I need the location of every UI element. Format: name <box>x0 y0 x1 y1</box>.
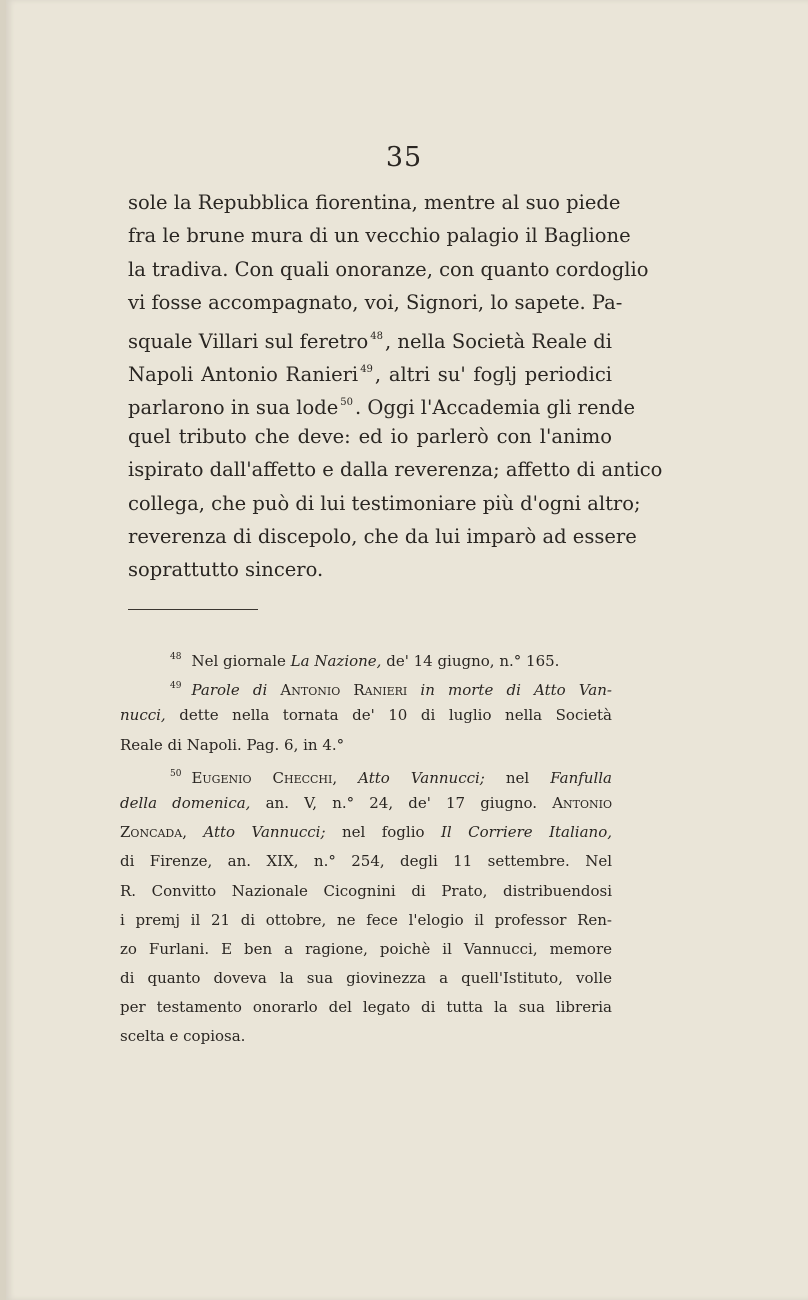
footnote-49: $^{49}$ Parole di Antonio Ranieri in morte di Atto Van- <box>170 681 612 700</box>
footnote-number: 49 <box>170 681 182 692</box>
footnote-49-line: Reale di Napoli. Pag. 6, in 4.° <box>120 735 345 754</box>
text-line: reverenza di discepolo, che da lui imparò ad essere <box>128 524 637 548</box>
footnote-50-line: Zoncada, Atto Vannucci; nel foglio Il Corriere Italiano, <box>120 823 612 842</box>
text-line: parlarono in sua lode $^{50}$ . Oggi l'Accademia gli rende <box>128 396 636 420</box>
text-line: quel tributo che deve: ed io parlerò con l'animo <box>128 424 612 448</box>
footnote-ref-49[interactable]: 49 <box>360 363 373 375</box>
footnote-48: $^{48}$ Nel giornale La Nazione, de' 14 giugno, n.° 165. <box>170 652 560 670</box>
text-line: sole la Repubblica fiorentina, mentre al suo piede <box>128 191 621 214</box>
footnote-50-line: scelta e copiosa. <box>120 1027 246 1046</box>
text-line: Napoli Antonio Ranieri $^{49}$ , altri su' foglj periodici <box>128 362 612 386</box>
page-number: 35 <box>385 142 423 173</box>
footnote-number: 48 <box>170 652 182 662</box>
footnote-50-line: i premj il 21 di ottobre, ne fece l'elogio il professor Ren- <box>120 910 612 929</box>
footnote-50-line: per testamento onorarlo del legato di tutta la sua libreria <box>120 998 612 1017</box>
footnote-50-line: zo Furlani. E ben a ragione, poichè il Vannucci, memore <box>120 939 612 958</box>
text-line: vi fosse accompagnato, voi, Signori, lo sapete. Pa- <box>128 291 623 315</box>
footnote-50-line: R. Convitto Nazionale Cicognini di Prato, distribuendosi <box>120 881 612 900</box>
footnote-50-line: di quanto doveva la sua giovinezza a quell'Istituto, volle <box>120 969 612 988</box>
footnote-50: $^{50}$ Eugenio Checchi, Atto Vannucci; nel Fanfulla <box>170 768 612 787</box>
footnotes <box>120 643 612 1052</box>
footnote-ref-50[interactable]: 50 <box>340 397 353 409</box>
body-text <box>128 186 663 587</box>
footnote-separator <box>128 609 258 610</box>
footnote-50-line: di Firenze, an. XIX, n.° 254, degli 11 settembre. Nel <box>120 852 612 871</box>
text-line: la tradiva. Con quali onoranze, con quanto cordoglio <box>128 257 649 281</box>
text-line: soprattutto sincero. <box>128 558 324 582</box>
footnote-49-line: nucci, dette nella tornata de' 10 di luglio nella Società <box>120 706 612 725</box>
text-line: ispirato dall'affetto e dalla reverenza; affetto di antico <box>128 458 663 482</box>
text-line: fra le brune mura di un vecchio palagio il Baglione <box>128 224 631 248</box>
footnote-ref-48[interactable]: 48 <box>370 330 383 342</box>
text-line: collega, che può di lui testimoniare più d'ogni altro; <box>128 491 641 515</box>
footnote-number: 50 <box>170 768 182 779</box>
footnote-50-line: della domenica, an. V, n.° 24, de' 17 giugno. Antonio <box>120 793 612 812</box>
text-line: squale Villari sul feretro $^{48}$ , nella Società Reale di <box>128 329 612 353</box>
